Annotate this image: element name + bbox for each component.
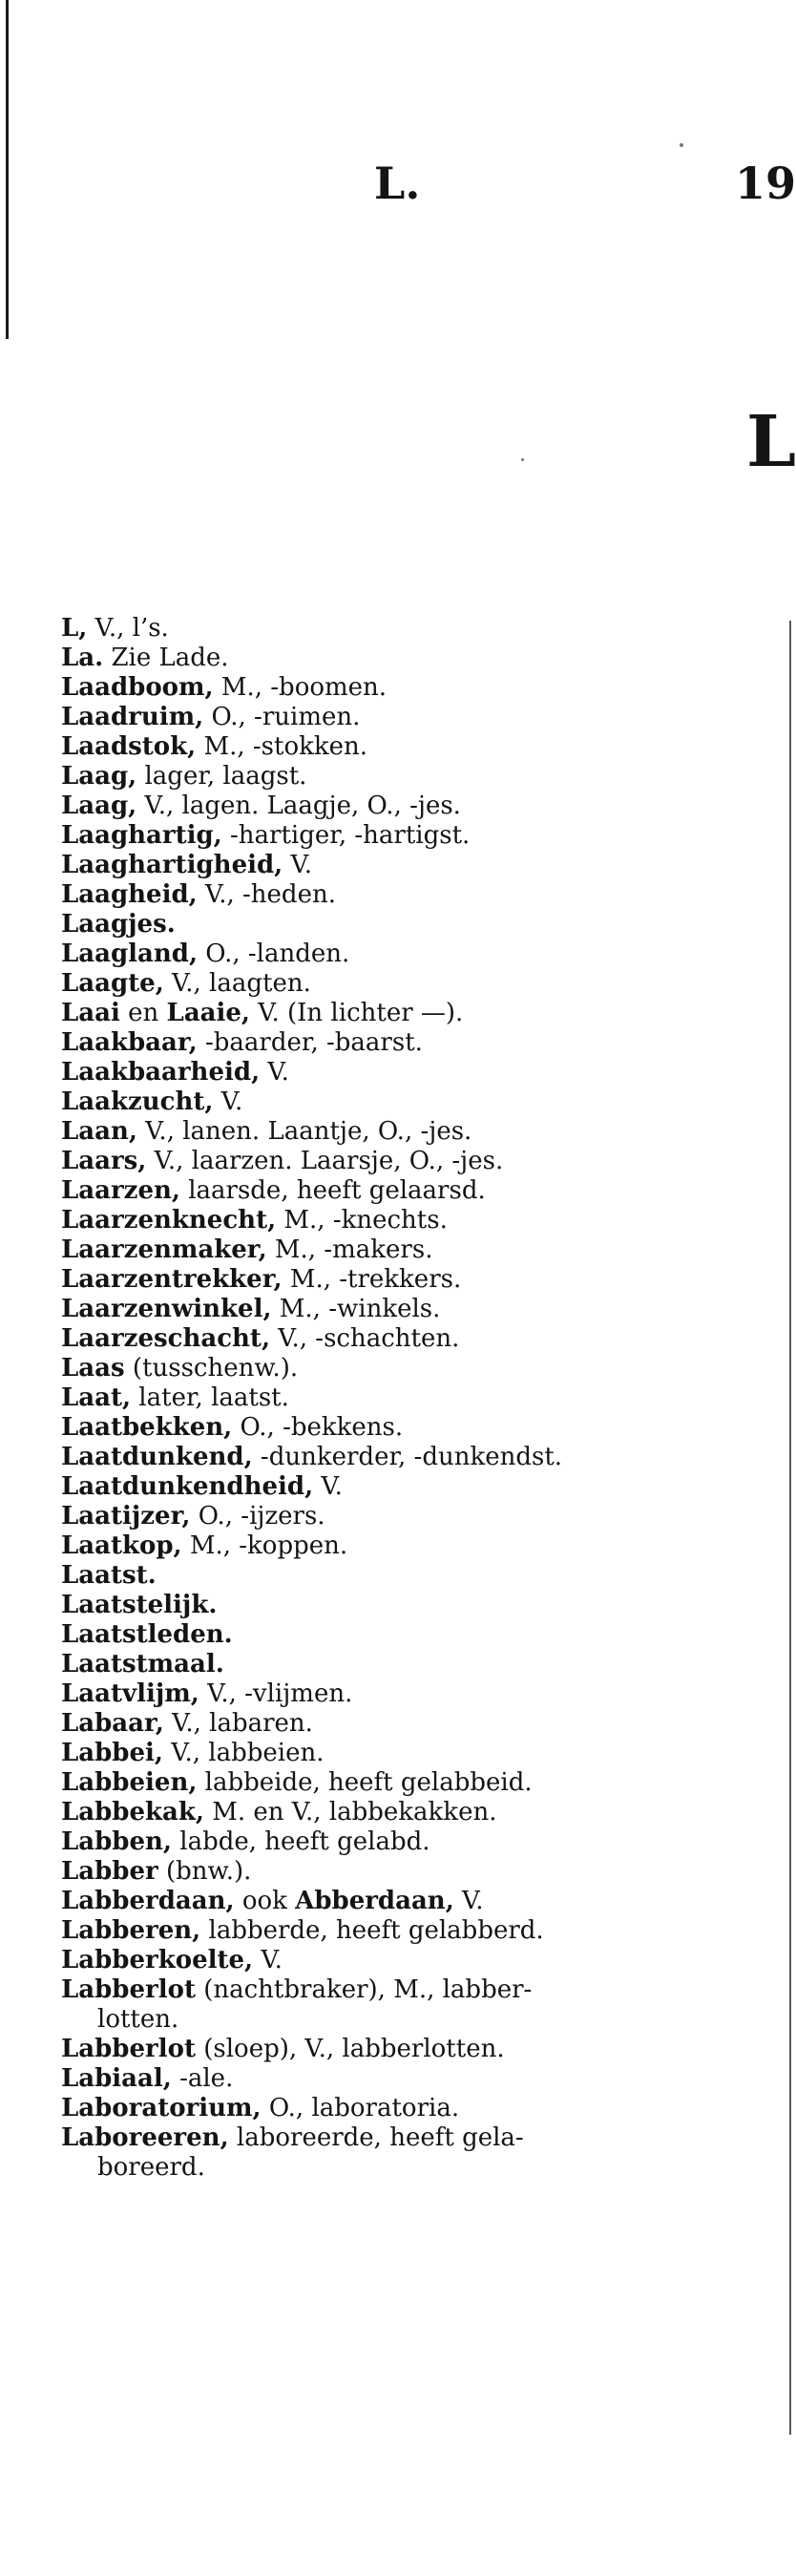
dictionary-entry — [61, 614, 786, 644]
dictionary-entry — [61, 644, 786, 673]
dictionary-entry — [61, 673, 786, 703]
entry-headword: Laagland, — [61, 940, 199, 968]
entry-headword: Laarzeschacht, — [61, 1324, 270, 1353]
dictionary-entry — [61, 732, 786, 762]
dictionary-entry — [61, 1324, 786, 1354]
entry-headword: Labberen, — [61, 1916, 201, 1945]
entry-definition: V., lanen. Laantje, O., -jes. — [136, 1117, 472, 1146]
entry-headword: Laadboom, — [61, 673, 214, 702]
entry-continuation: lotten. — [97, 2005, 179, 2034]
dictionary-entry — [61, 1443, 786, 1472]
entry-definition: -dunkerder, -dunkendst. — [252, 1443, 563, 1471]
entry-headword: Laagte, — [61, 969, 164, 998]
entry-definition: V., -vlijmen. — [199, 1679, 353, 1708]
entry-definition: M., -stokken. — [196, 732, 368, 761]
entry-headword: Labberdaan, — [61, 1887, 235, 1915]
entry-headword: Laai — [61, 999, 120, 1027]
entry-headword: Labbeien, — [61, 1768, 198, 1797]
entry-definition: O., -landen. — [198, 940, 350, 968]
dictionary-entry — [61, 1028, 786, 1058]
dictionary-entry — [61, 2064, 786, 2094]
entry-headword: Labiaal, — [61, 2064, 172, 2093]
entry-headword: Laarzen, — [61, 1176, 180, 1205]
dictionary-entry — [61, 1561, 786, 1591]
entry-definition: M., -makers. — [266, 1235, 433, 1264]
entry-definition: M. en V., labbekakken. — [203, 1798, 497, 1826]
dictionary-entry — [61, 2123, 786, 2183]
entry-definition: -hartiger, -hartigst. — [221, 821, 471, 850]
entry-definition: (nachtbraker), M., labber- — [195, 1975, 533, 2004]
dictionary-entry — [61, 1235, 786, 1265]
dictionary-entry — [61, 821, 786, 851]
entry-headword: Laatkop, — [61, 1531, 182, 1560]
entry-definition: M., -koppen. — [181, 1531, 348, 1560]
entry-definition: lager, laagst. — [136, 762, 307, 791]
entry-definition: V. — [313, 1472, 343, 1501]
entry-headword: Laatstmaal. — [61, 1650, 224, 1679]
entry-definition: V. (In lichter —). — [249, 999, 464, 1027]
entry-definition: labberde, heeft gelabberd. — [200, 1916, 544, 1945]
entry-definition: M., -trekkers. — [282, 1265, 462, 1294]
entry-headword: Laarzenmaker, — [61, 1235, 267, 1264]
entry-headword: Laarzenknecht, — [61, 1206, 277, 1235]
entry-definition: O., -ijzers. — [190, 1502, 325, 1531]
entry-headword: Laag, — [61, 762, 137, 791]
entry-definition: M., -knechts. — [276, 1206, 448, 1235]
dictionary-entry — [61, 999, 786, 1028]
entry-headword: Laakbaar, — [61, 1028, 198, 1057]
entry-headword: Laatdunkendheid, — [61, 1472, 314, 1501]
entry-headword: Laakzucht, — [61, 1087, 214, 1116]
entry-definition: M., -boomen. — [213, 673, 388, 702]
right-column-rule — [789, 621, 791, 2435]
entry-headword: Laan, — [61, 1117, 137, 1146]
entry-headword: Laatdunkend, — [61, 1443, 253, 1471]
running-header-letter: L. — [374, 158, 421, 209]
dictionary-entry — [61, 1176, 786, 1206]
dictionary-entry — [61, 1620, 786, 1650]
entry-definition: O., laboratoria. — [261, 2094, 460, 2122]
dictionary-entry — [61, 1117, 786, 1147]
dictionary-entry — [61, 1857, 786, 1887]
entry-definition: O., -ruimen. — [203, 703, 361, 731]
entry-headword: Laatbekken, — [61, 1413, 233, 1442]
entry-headword: Labberkoelte, — [61, 1946, 254, 1974]
entry-headword: Laatvlijm, — [61, 1679, 199, 1708]
entry-headword: Labberlot — [61, 2035, 196, 2063]
entry-headword-variant: Abberdaan, — [295, 1887, 454, 1915]
entry-headword: Laboratorium, — [61, 2094, 262, 2122]
dictionary-entry — [61, 1975, 786, 2035]
dictionary-entry — [61, 1087, 786, 1117]
entry-connector: ook — [234, 1887, 296, 1915]
entry-continuation: boreerd. — [97, 2153, 205, 2182]
entry-definition: V., labbeien. — [162, 1739, 325, 1767]
entry-definition: (bnw.). — [157, 1857, 252, 1886]
dictionary-entry — [61, 1709, 786, 1739]
entry-headword: Laaghartig, — [61, 821, 222, 850]
entry-headword: Laat, — [61, 1383, 132, 1412]
entry-headword: Laaghartigheid, — [61, 851, 283, 879]
entry-definition: V. — [453, 1887, 484, 1915]
entry-headword: Laarzentrekker, — [61, 1265, 283, 1294]
entry-headword: Laatstelijk. — [61, 1591, 218, 1619]
entry-headword: Laas — [61, 1354, 125, 1383]
entry-definition: V. — [260, 1058, 289, 1087]
dictionary-entry — [61, 940, 786, 969]
dictionary-entry — [61, 880, 786, 910]
dictionary-entry — [61, 762, 786, 792]
dictionary-entry — [61, 1798, 786, 1827]
entry-definition: laarsde, heeft gelaarsd. — [179, 1176, 486, 1205]
section-letter: L — [746, 401, 796, 483]
entry-definition: V. — [253, 1946, 283, 1974]
entry-headword: Laadstok, — [61, 732, 197, 761]
entry-headword: Laatijzer, — [61, 1502, 191, 1531]
entry-definition: M., -winkels. — [271, 1295, 441, 1323]
entry-headword: Labberlot — [61, 1975, 196, 2004]
dictionary-entry — [61, 2035, 786, 2064]
entry-definition: later, laatst. — [131, 1383, 289, 1412]
entry-definition: V., lagen. Laagje, O., -jes. — [136, 792, 461, 820]
entry-headword: Laagjes. — [61, 910, 176, 939]
entry-definition: V., l’s. — [87, 614, 169, 643]
dictionary-entry — [61, 1354, 786, 1383]
entry-headword: Labber — [61, 1857, 158, 1886]
entry-headword: Laakbaarheid, — [61, 1058, 261, 1087]
entry-definition: labde, heeft gelabd. — [171, 1827, 430, 1856]
entry-definition: V., labaren. — [163, 1709, 313, 1738]
dictionary-entry — [61, 1679, 786, 1709]
dictionary-entry — [61, 1206, 786, 1235]
dictionary-entry — [61, 792, 786, 821]
dictionary-entry — [61, 1383, 786, 1413]
page-number: 19 — [735, 158, 796, 209]
dictionary-entry — [61, 1591, 786, 1620]
dictionary-entry — [61, 2094, 786, 2123]
entry-headword: L, — [61, 614, 88, 643]
entry-headword: Laatst. — [61, 1561, 157, 1590]
entry-headword-variant: Laaie, — [166, 999, 250, 1027]
entry-headword: Laarzenwinkel, — [61, 1295, 272, 1323]
dictionary-entry — [61, 1413, 786, 1443]
entry-definition: V., -schachten. — [270, 1324, 460, 1353]
entry-definition: O., -bekkens. — [232, 1413, 404, 1442]
entry-definition: labbeide, heeft gelabbeid. — [197, 1768, 533, 1797]
entry-headword: Labben, — [61, 1827, 172, 1856]
entry-headword: Laadruim, — [61, 703, 204, 731]
entry-headword: Laboreeren, — [61, 2123, 229, 2152]
entry-headword: Laars, — [61, 1147, 147, 1175]
entry-headword: Laagheid, — [61, 880, 198, 909]
entry-definition: V. — [283, 851, 312, 879]
dictionary-entry — [61, 851, 786, 880]
dictionary-entry — [61, 1768, 786, 1798]
left-margin-rule — [6, 0, 9, 339]
dictionary-entry — [61, 1502, 786, 1531]
entry-definition: -baarder, -baarst. — [197, 1028, 423, 1057]
entry-definition: V., -heden. — [197, 880, 336, 909]
entry-headword: La. — [61, 644, 104, 672]
dictionary-entry — [61, 1147, 786, 1176]
entry-definition: laboreerde, heeft gela- — [228, 2123, 524, 2152]
dictionary-entry — [61, 1058, 786, 1087]
dictionary-entry — [61, 1650, 786, 1679]
entry-definition: (sloep), V., labberlotten. — [195, 2035, 505, 2063]
entry-connector: en — [119, 999, 167, 1027]
entry-headword: Laag, — [61, 792, 137, 820]
entry-headword: Labbei, — [61, 1739, 163, 1767]
dictionary-entry — [61, 1531, 786, 1561]
entry-definition: Zie Lade. — [103, 644, 229, 672]
entry-definition: -ale. — [171, 2064, 234, 2093]
dictionary-entry — [61, 1295, 786, 1324]
entry-headword: Labaar, — [61, 1709, 164, 1738]
dictionary-entry — [61, 910, 786, 940]
entry-headword: Laatstleden. — [61, 1620, 233, 1649]
dictionary-entry — [61, 703, 786, 732]
dictionary-entry — [61, 1916, 786, 1946]
entry-definition: V., laarzen. Laarsje, O., -jes. — [146, 1147, 504, 1175]
entry-headword: Labbekak, — [61, 1798, 204, 1826]
dictionary-entry-list — [61, 614, 786, 2183]
dictionary-entry — [61, 1739, 786, 1768]
dictionary-entry — [61, 969, 786, 999]
dictionary-entry — [61, 1472, 786, 1502]
entry-definition: V., laagten. — [163, 969, 311, 998]
entry-definition: (tusschenw.). — [124, 1354, 299, 1383]
dictionary-entry — [61, 1946, 786, 1975]
dictionary-entry — [61, 1265, 786, 1295]
dictionary-entry — [61, 1827, 786, 1857]
dictionary-entry — [61, 1887, 786, 1916]
print-speck — [521, 458, 524, 461]
entry-definition: V. — [213, 1087, 243, 1116]
print-speck — [680, 143, 683, 147]
